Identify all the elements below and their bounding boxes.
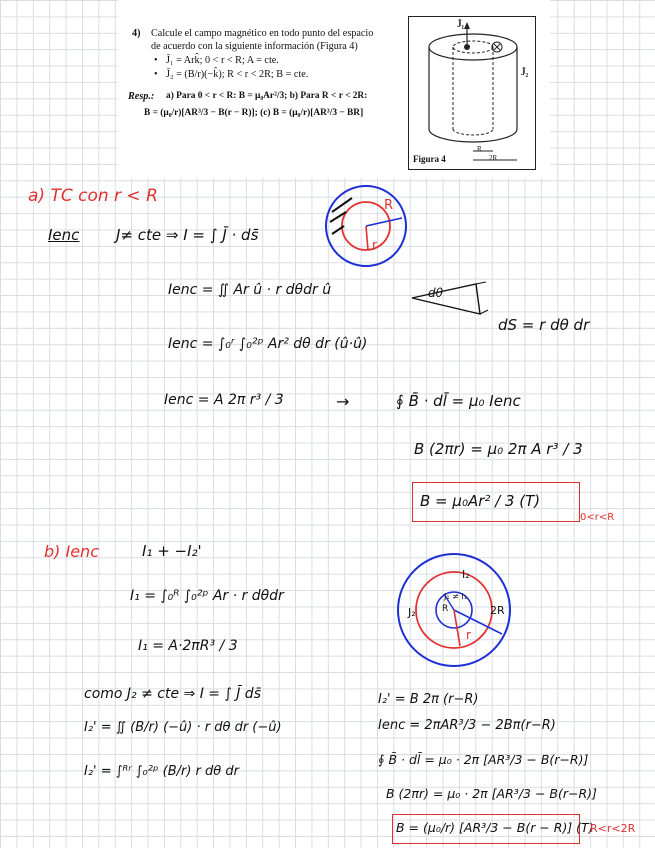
part-b-i1-result: I₁ = A·2πR³ / 3	[138, 638, 238, 654]
figure-caption: Figura 4	[413, 154, 446, 164]
figure-4	[408, 16, 536, 170]
statement-line-2: de acuerdo con la siguiente información (Figura 4)	[151, 41, 358, 52]
resp-label: Resp.:	[128, 91, 155, 102]
part-b-diagram-J2: J₂	[408, 606, 416, 619]
part-b-b-eq: B (2πr) = μ₀ · 2π [AR³/3 − B(r−R)]	[386, 786, 597, 801]
part-b-i2-integral: I₂' = ∬ (B/r) (−û) · r dθ dr (−û)	[84, 720, 282, 735]
part-b-diagram-I2: I₂	[462, 568, 470, 581]
resp-line-2: B = (μ₀/r)[AR³/3 − B(r − R)]; (c) B = (μ₀/r)[AR³/3 − BR]	[144, 108, 364, 118]
part-a-diagram-R: R	[384, 198, 394, 213]
part-a-line-1: J≠ cte ⇒ I = ∫ J̄ · ds̄	[116, 226, 259, 244]
cylinder-drawing	[409, 17, 535, 169]
dtheta-wedge	[410, 280, 490, 320]
fig-label-2r: 2R	[489, 154, 498, 162]
part-a-arrow: →	[336, 392, 350, 411]
part-a-diagram	[322, 182, 410, 270]
ds-note: dS = r dθ dr	[498, 316, 590, 334]
part-b-diagram-2R: 2R	[490, 604, 505, 617]
fig-label-r: R	[477, 145, 482, 153]
part-b-i2-integral-2: I₂' = ∫ᴿʳ ∫₀²ᵖ (B/r) r dθ dr	[84, 764, 239, 779]
part-a-ienc-label: Ienc	[48, 226, 80, 244]
part-b-como: como J₂ ≠ cte ⇒ I = ∫ J̄ ds̄	[84, 686, 261, 702]
part-a-result: B = μ₀Ar² / 3 (T)	[420, 492, 541, 510]
part-b-range: R<r<2R	[590, 822, 636, 835]
problem-statement	[118, 0, 550, 178]
problem-number: 4)	[132, 28, 141, 39]
part-a-line-2: Ienc = ∬ Ar û · r dθdr û	[168, 282, 332, 298]
bullet-j2: J̄₂ = (B/r)(−k̂); R < r < 2R; B = cte.	[166, 69, 309, 80]
part-a-ampere: ∮ B̄ · dl̄ = μ₀ Ienc	[396, 392, 521, 410]
bullet-dot: •	[154, 55, 158, 66]
part-b-i1-integral: I₁ = ∫₀ᴿ ∫₀²ᵖ Ar · r dθdr	[130, 588, 284, 604]
part-b-sum: I₁ + −I₂'	[142, 542, 202, 560]
part-a-line-5: B (2πr) = μ₀ 2π A r³ / 3	[414, 440, 583, 458]
part-b-diagram-R: R	[442, 604, 449, 614]
part-a-range: 0<r<R	[580, 512, 615, 523]
part-b-diagram-J1I1: J₁ ≠ I₁	[444, 592, 467, 601]
part-b-heading: b) Ienc	[44, 542, 99, 561]
part-a-line-3: Ienc = ∫₀ʳ ∫₀²ᵖ Ar² dθ dr (û·û)	[168, 336, 368, 352]
bullet-j1: J̄₁ = Ark̂; 0 < r < R; A = cte.	[166, 55, 279, 66]
bullet-dot: •	[154, 69, 158, 80]
part-a-heading: a) TC con r < R	[28, 186, 158, 206]
part-a-line-4: Ienc = A 2π r³ / 3	[164, 392, 284, 408]
part-b-ampere: ∮ B̄ · dl̄ = μ₀ · 2π [AR³/3 − B(r−R)]	[378, 752, 589, 767]
resp-line-1: a) Para 0 < r < R: B = μ₀Ar²/3; b) Para R < r < 2R:	[166, 91, 368, 101]
fig-label-j2: J̄₂	[521, 67, 529, 77]
fig-label-j1: J̄₁	[457, 19, 465, 29]
part-a-diagram-r: r	[372, 238, 377, 252]
dtheta-label: dθ	[428, 286, 443, 300]
part-b-result: B = (μ₀/r) [AR³/3 − B(r − R)] (T)	[396, 820, 594, 835]
part-b-ienc-total: Ienc = 2πAR³/3 − 2Bπ(r−R)	[378, 718, 556, 733]
statement-line-1: Calcule el campo magnético en todo punto del espacio	[151, 28, 374, 39]
part-b-i2-result: I₂' = B 2π (r−R)	[378, 692, 479, 707]
part-b-diagram-r: r	[466, 628, 471, 642]
